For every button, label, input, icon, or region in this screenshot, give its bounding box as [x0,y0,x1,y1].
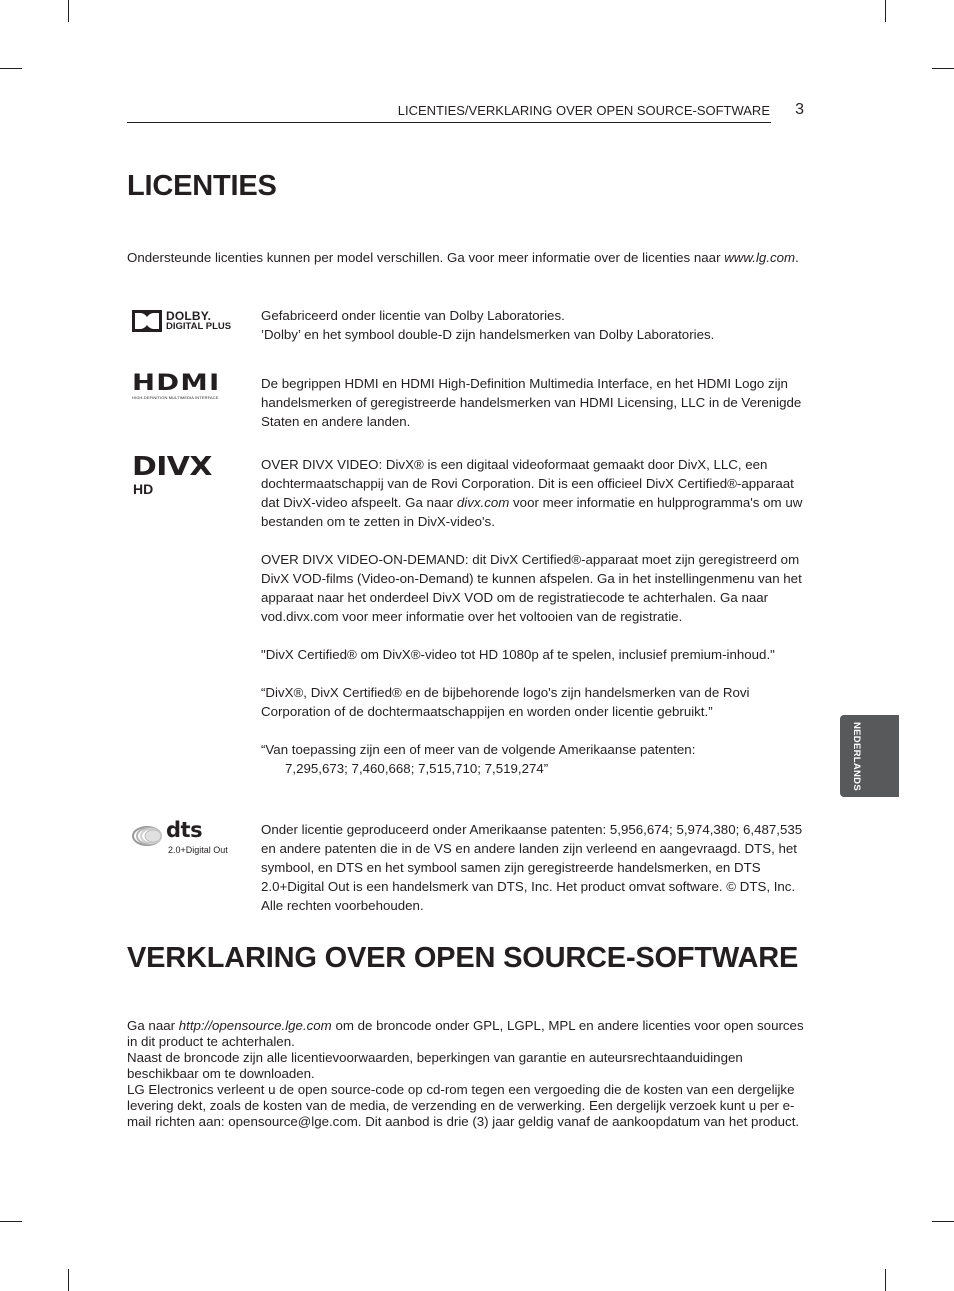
open-source-text: Ga naar http://opensource.lge.com om de broncode onder GPL, LGPL, MPL en andere licenties voor open sources in dit product te achterhalen. Naast de broncode zijn alle licentievoorwaarden, beperkingen van garantie en auteursrechtaanduidingen beschikbaar om te downloaden. LG Electronics verleent u de open source-code op cd-rom tegen een vergoeding die de kosten van een dergelijke levering dekt, zoals de kosten van de media, de verzending en de verwerking. Een dergelijk verzoek kunt u per e-mail richten aan: opensource@lge.com. Dit aanbod is drie (3) jaar geldig vanaf de aankoopdatum van het product. [127,1018,804,1129]
dolby-subtitle: DIGITAL PLUS [166,321,232,332]
open-source-heading: VERKLARING OVER OPEN SOURCE-SOFTWARE [127,942,799,974]
divx-website-link[interactable]: divx.com [456,495,510,510]
hdmi-license-text: De begrippen HDMI en HDMI High-Definition Multimedia Interface, en het HDMI Logo zijn handelsmerken of geregistreerde handelsmerken van HDMI Licensing, LLC in de Verenigde Staten en andere landen. [261,376,802,429]
crop-mark [885,1269,886,1291]
dts-subtitle: 2.0+Digital Out [168,845,228,855]
dts-license-text: Onder licentie geproduceerd onder Amerikaanse patenten: 5,956,674; 5,974,380; 6,487,535 en andere patenten die in de VS en andere landen zijn verleend en aangevraagd. DTS, het symbool, en DTS en het symbool samen zijn geregistreerde handelsmerken, en DTS 2.0+Digital Out is een handelsmerk van DTS, Inc. Het product omvat software. © DTS, Inc. Alle rechten voorbehouden. [261,822,803,913]
hdmi-logo [132,371,237,403]
running-header [127,101,804,123]
crop-mark [68,0,69,22]
language-tab-label: NEDERLANDS [851,721,862,791]
double-d-icon [132,310,162,332]
dolby-wordmark: DOLBY. [166,309,212,323]
crop-mark [0,68,22,69]
hdmi-subtitle: HIGH-DEFINITION MULTIMEDIA INTERFACE [132,395,219,400]
divx-patents: 7,295,673; 7,460,668; 7,515,710; 7,519,274” [285,761,549,776]
crop-mark [885,0,886,22]
hdmi-wordmark: HDMI [132,371,221,396]
dts-disc-icon [132,823,168,849]
licenses-intro: Ondersteunde licenties kunnen per model verschillen. Ga voor meer informatie over de licenties naar www.lg.com. [127,250,799,265]
crop-mark [932,1221,954,1222]
opensource-website-link[interactable]: http://opensource.lge.com [178,1018,332,1033]
divx-hd-logo [132,452,237,501]
licenses-heading: LICENTIES [127,170,277,202]
header-rule [127,122,771,123]
page-number: 3 [795,101,804,118]
divx-wordmark: DIVX [132,452,212,482]
divx-license-text: OVER DIVX VIDEO: DivX® is een digitaal videoformaat gemaakt door DivX, LLC, een dochtermaatschappij van de Rovi Corporation. Dit is een officieel DivX Certified®-apparaat dat DivX-video afspeelt. Ga naar divx.com voor meer informatie en hulpprogramma's om uw bestanden om te zetten in DivX-video's. OVER DIVX VIDEO-ON-DEMAND: dit DivX Certified®-apparaat moet zijn geregistreerd om DivX VOD-films (Video-on-Demand) te kunnen afspelen. Ga in het instellingenmenu van het apparaat naar het onderdeel DivX VOD om de registratiecode te achterhalen. Ga naar vod.divx.com voor meer informatie over het voltooien van de registratie. "DivX Certified® om DivX®-video tot HD 1080p af te spelen, inclusief premium-inhoud." “DivX®, DivX Certified® en de bijbehorende logo's zijn handelsmerken van de Rovi Corporation of de dochtermaatschappijen en worden onder licentie gebruikt.” “Van toepassing zijn een of meer van de volgende Amerikaanse patenten: 7,295,673; 7,460,668; 7,515,710; 7,519,274” [261,455,806,778]
lg-website-link[interactable]: www.lg.com [724,250,796,265]
crop-mark [932,68,954,69]
dolby-license-text: Gefabriceerd onder licentie van Dolby Laboratories. ’Dolby’ en het symbool double-D zijn handelsmerken van Dolby Laboratories. [261,308,715,342]
crop-mark [0,1221,22,1222]
crop-mark [68,1269,69,1291]
running-header-title: LICENTIES/VERKLARING OVER OPEN SOURCE-SOFTWARE [397,103,770,118]
dts-logo [132,820,237,860]
divx-hd-badge: HD [133,481,154,497]
language-tab [840,715,899,797]
dts-wordmark: dts [166,818,203,842]
dolby-logo [132,309,244,333]
